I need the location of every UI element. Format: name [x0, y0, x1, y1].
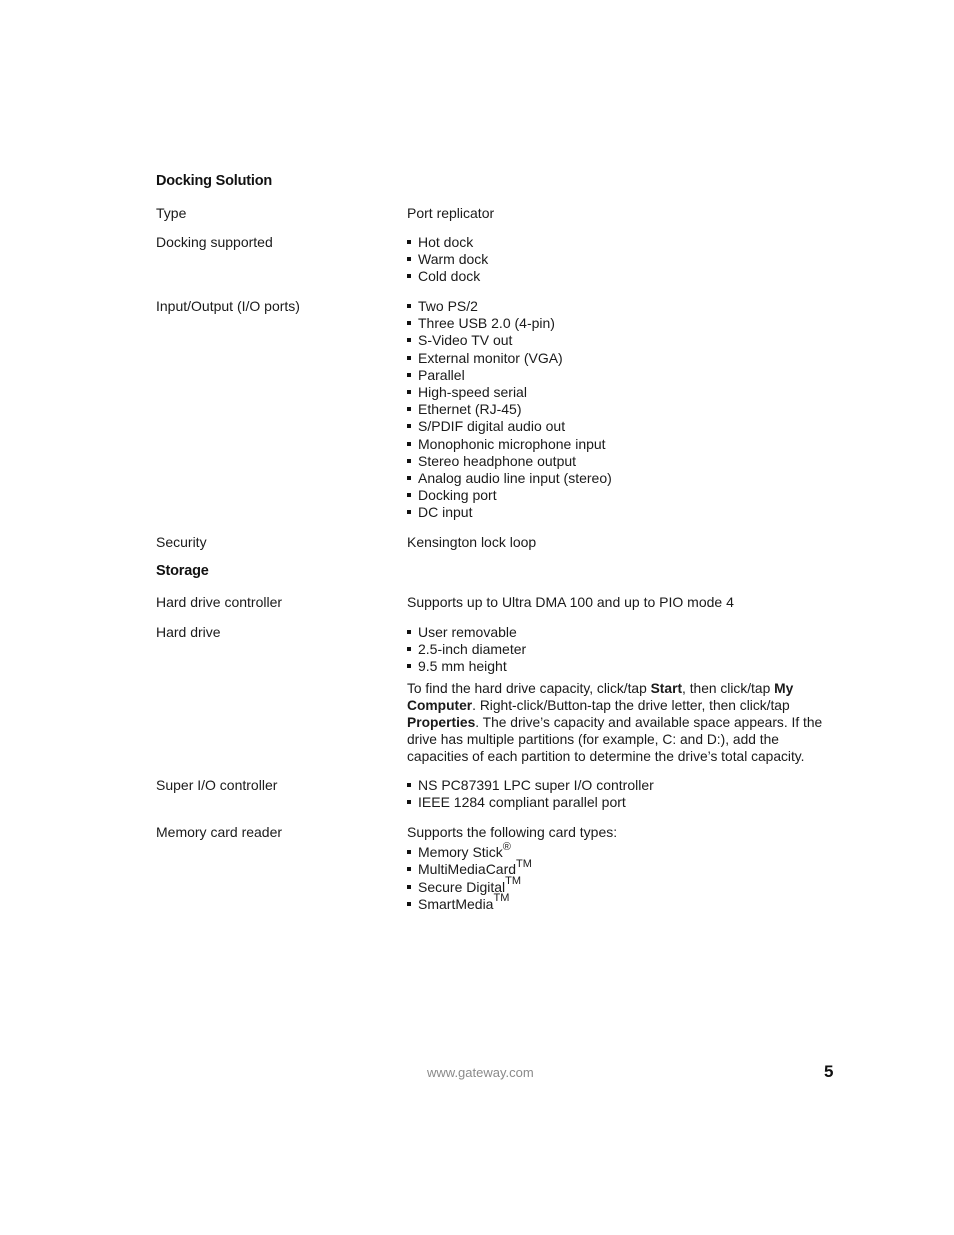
list-item	[407, 234, 832, 251]
list-item	[407, 436, 832, 453]
trademark-mark: TM	[493, 892, 510, 905]
list-item	[407, 332, 832, 349]
bullet-icon	[407, 630, 411, 634]
section-title-docking: Docking Solution	[156, 173, 273, 189]
bold-term-my-computer: My Computer	[407, 680, 794, 713]
bullet-icon	[407, 510, 411, 514]
bullet-icon	[407, 373, 411, 377]
list-item-text: High-speed serial	[418, 383, 527, 400]
spec-value	[407, 824, 832, 913]
spec-label: Hard drive controller	[156, 594, 283, 610]
list-item-text: NS PC87391 LPC super I/O controller	[418, 777, 654, 793]
card-type-name: Secure Digital	[418, 878, 506, 895]
bullet-icon	[407, 850, 411, 854]
list-item-text: Warm dock	[418, 251, 489, 268]
bullet-icon	[407, 304, 411, 308]
card-reader-intro: Supports the following card types:	[407, 824, 618, 840]
list-item-text: Docking port	[418, 487, 497, 504]
list-item	[407, 418, 832, 435]
bullet-icon	[407, 407, 411, 411]
list-item	[407, 367, 832, 384]
list-item	[407, 874, 832, 896]
text-span: . The drive’s capacity and available space appears. If the drive has multiple partitions (for example, C: and D:), add the capacities of each partition to determine the drive’s total capacity.	[407, 714, 823, 764]
bullet-icon	[407, 783, 411, 787]
spec-label: Type	[156, 205, 187, 221]
bullet-icon	[407, 274, 411, 278]
list-item	[407, 350, 832, 367]
list-item-text: S-Video TV out	[418, 332, 513, 349]
list-item	[407, 794, 832, 811]
bullet-icon	[407, 800, 411, 804]
bullet-icon	[407, 240, 411, 244]
text-span: . Right-click/Button-tap the drive letter, then click/tap	[472, 697, 790, 713]
bullet-icon	[407, 257, 411, 261]
bullet-list	[407, 840, 832, 913]
bullet-icon	[407, 885, 411, 889]
bullet-icon	[407, 867, 411, 871]
list-item	[407, 777, 832, 794]
spec-label: Docking supported	[156, 234, 273, 250]
spec-value: Supports up to Ultra DMA 100 and up to PIO mode 4	[407, 594, 734, 610]
spec-value	[407, 234, 832, 286]
list-item	[407, 487, 832, 504]
bullet-list	[407, 624, 832, 676]
list-item	[407, 840, 832, 861]
page-number: 5	[824, 1062, 834, 1081]
bullet-icon	[407, 390, 411, 394]
bullet-icon	[407, 424, 411, 428]
bullet-list	[407, 234, 832, 286]
bullet-icon	[407, 442, 411, 446]
bullet-icon	[407, 493, 411, 497]
text-span: To find the hard drive capacity, click/tap	[407, 680, 651, 696]
list-item	[407, 641, 832, 658]
spec-label: Input/Output (I/O ports)	[156, 298, 300, 314]
list-item-text: Two PS/2	[418, 298, 478, 314]
spec-label: Security	[156, 534, 207, 550]
bullet-icon	[407, 321, 411, 325]
list-item	[407, 251, 832, 268]
list-item	[407, 892, 832, 913]
trademark-mark: TM	[516, 857, 532, 870]
list-item-text: Hot dock	[418, 234, 474, 250]
list-item	[407, 268, 832, 285]
bullet-list	[407, 777, 832, 811]
trademark-mark: TM	[505, 874, 522, 887]
bold-term-start: Start	[650, 680, 683, 696]
list-item	[407, 401, 832, 418]
bullet-icon	[407, 476, 411, 480]
footer-url: www.gateway.com	[427, 1065, 534, 1080]
spec-label: Super I/O controller	[156, 777, 278, 793]
trademark-mark: ®	[502, 840, 511, 853]
list-item-text: Parallel	[418, 366, 465, 383]
list-item-text: External monitor (VGA)	[418, 349, 563, 366]
list-item-text: User removable	[418, 624, 517, 640]
bullet-icon	[407, 356, 411, 360]
spec-value: Kensington lock loop	[407, 534, 537, 550]
list-item	[407, 384, 832, 401]
bullet-icon	[407, 647, 411, 651]
list-item	[407, 857, 832, 878]
text-span: , then click/tap	[682, 680, 775, 696]
bold-term-properties: Properties	[407, 714, 476, 730]
spec-value	[407, 624, 832, 765]
bullet-list	[407, 298, 832, 521]
list-item	[407, 453, 832, 470]
spec-value: Port replicator	[407, 205, 495, 221]
spec-value	[407, 777, 832, 811]
list-item	[407, 504, 832, 521]
bullet-icon	[407, 338, 411, 342]
list-item-text: Cold dock	[418, 268, 481, 285]
list-item	[407, 624, 832, 641]
bullet-icon	[407, 902, 411, 906]
card-type-name: SmartMedia	[418, 895, 494, 912]
card-type-name: Memory Stick	[418, 844, 503, 861]
list-item	[407, 470, 832, 487]
section-title-storage: Storage	[156, 563, 209, 579]
capacity-instructions	[407, 680, 832, 765]
spec-label: Hard drive	[156, 624, 221, 640]
bullet-icon	[407, 664, 411, 668]
bullet-icon	[407, 459, 411, 463]
list-item-text: DC input	[418, 504, 473, 521]
list-item-text: Analog audio line input (stereo)	[418, 469, 612, 486]
card-type-name: MultiMediaCard	[418, 861, 517, 878]
list-item-text: 2.5-inch diameter	[418, 641, 527, 658]
list-item-text: Three USB 2.0 (4-pin)	[418, 315, 555, 332]
list-item-text: Stereo headphone output	[418, 452, 577, 469]
list-item	[407, 298, 832, 315]
list-item-text: Monophonic microphone input	[418, 435, 606, 452]
list-item-text: S/PDIF digital audio out	[418, 418, 566, 435]
list-item-text: IEEE 1284 compliant parallel port	[418, 794, 626, 811]
list-item	[407, 658, 832, 675]
spec-label: Memory card reader	[156, 824, 283, 840]
spec-value	[407, 298, 832, 521]
list-item-text: 9.5 mm height	[418, 658, 507, 675]
list-item-text: Ethernet (RJ-45)	[418, 401, 522, 418]
list-item	[407, 315, 832, 332]
